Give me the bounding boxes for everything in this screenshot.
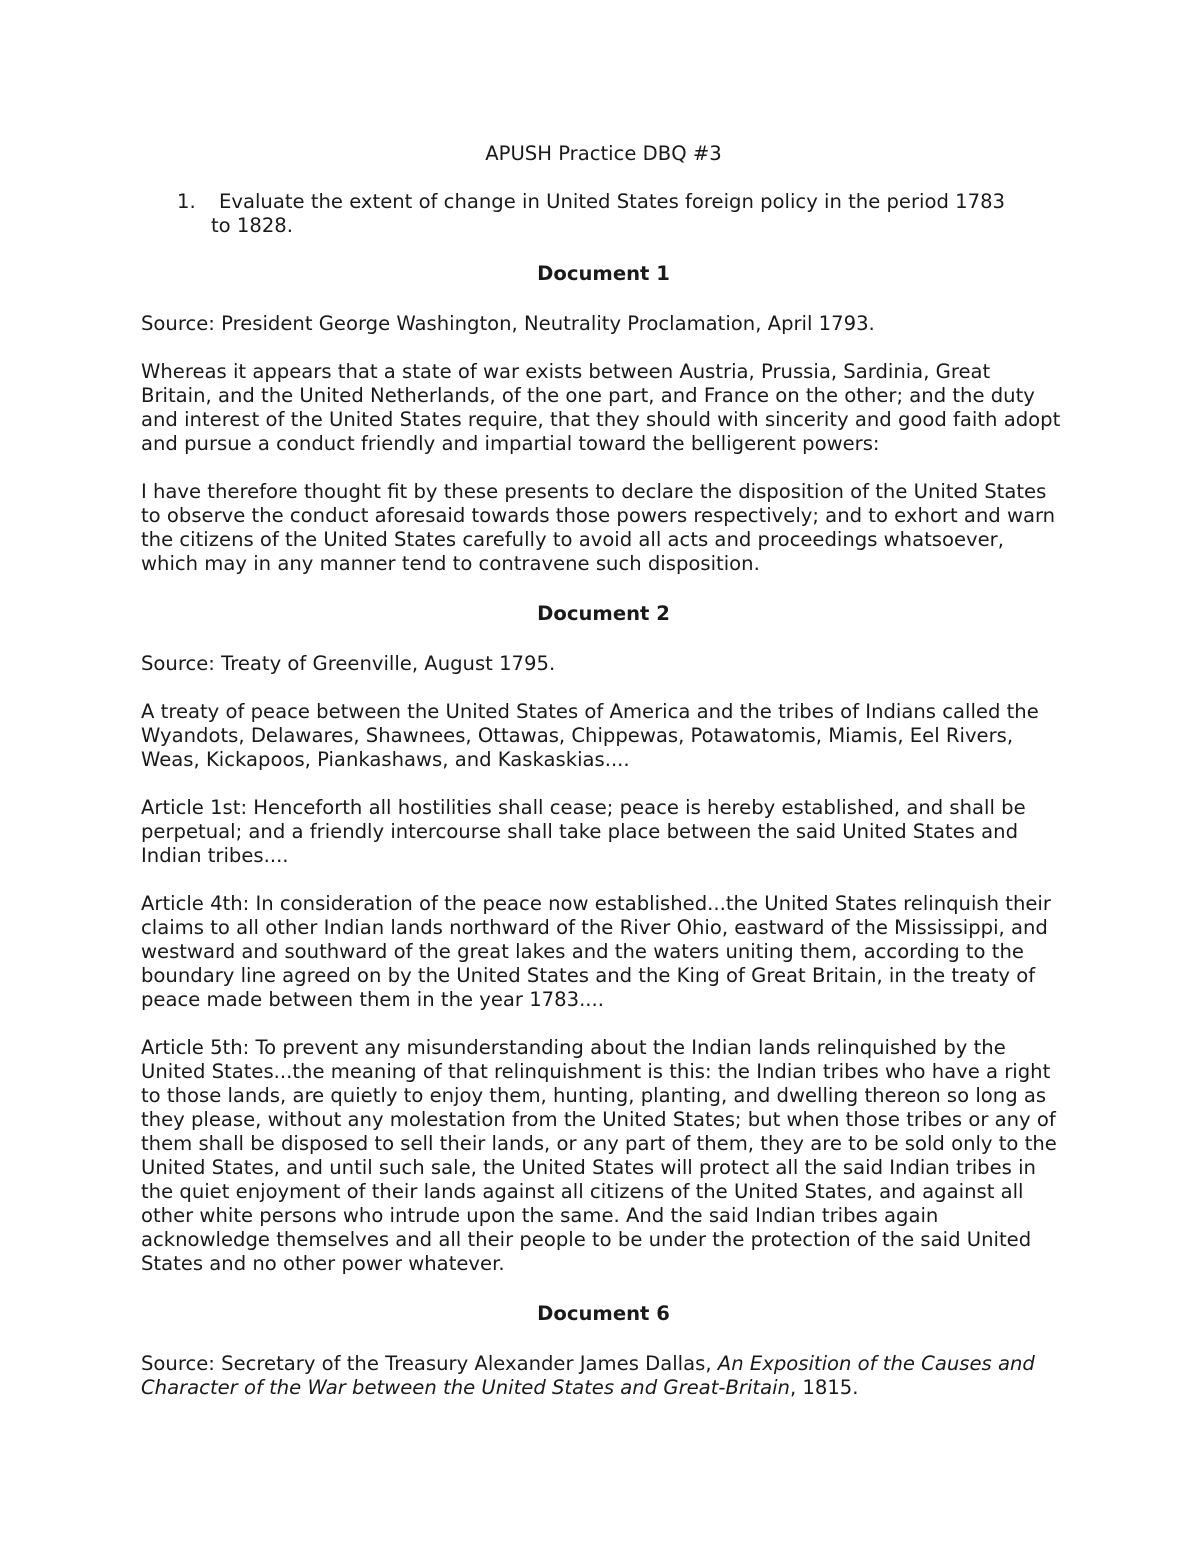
document-1-source: Source: President George Washington, Neutrality Proclamation, April 1793. — [141, 312, 875, 335]
page-title: APUSH Practice DBQ #3 — [485, 142, 722, 165]
document-6-heading: Document 6 — [537, 1302, 670, 1325]
document-6-source-prefix: Source: Secretary of the Treasury Alexander James Dallas, — [141, 1352, 718, 1375]
document-6-source-title: An Exposition of the Causes and Character of the War between the United States and Great-Britain — [141, 1352, 1035, 1399]
question-text — [211, 190, 1066, 214]
question-line-2: to 1828. — [211, 214, 293, 237]
document-page — [141, 140, 1066, 1424]
question-item — [141, 190, 1066, 214]
document-2-paragraph-4: Article 5th: To prevent any misunderstanding about the Indian lands relinquished by the United States...the meaning of that relinquishment is this: the Indian tribes who have a right to those lands, are quietly to enjoy them, hunting, planting, and dwelling thereon so long as they please, without any molestation from the United States; but when those tribes or any of them shall be disposed to sell their lands, or any part of them, they are to be sold only to the United States, and until such sale, the United States will protect all the said Indian tribes in the quiet enjoyment of their lands against all citizens of the United States, and against all other white persons who intrude upon the same. And the said Indian tribes again acknowledge themselves and all their people to be under the protection of the said United States and no other power whatever. — [141, 1036, 1057, 1275]
document-1-paragraph-1: Whereas it appears that a state of war exists between Austria, Prussia, Sardinia, Great Britain, and the United Netherlands, of the one part, and France on the other; and the duty and interest of the United States require, that they should with sincerity and good faith adopt and pursue a conduct friendly and impartial toward the belligerent powers: — [141, 360, 1061, 455]
document-2-paragraph-1: A treaty of peace between the United States of America and the tribes of Indians called the Wyandots, Delawares, Shawnees, Ottawas, Chippewas, Potawatomis, Miamis, Eel Rivers, Weas, Kickapoos, Piankashaws, and Kaskaskias.... — [141, 700, 1039, 771]
document-2-paragraph-3: Article 4th: In consideration of the peace now established...the United States relinquish their claims to all other Indian lands northward of the River Ohio, eastward of the Mississippi, and westward and southward of the great lakes and the waters uniting them, according to the boundary line agreed on by the United States and the King of Great Britain, in the treaty of peace made between them in the year 1783.... — [141, 892, 1051, 1011]
document-2-paragraph-2: Article 1st: Henceforth all hostilities shall cease; peace is hereby established, and shall be perpetual; and a friendly intercourse shall take place between the said United States and Indian tribes.... — [141, 796, 1026, 867]
document-6-source — [141, 1352, 1066, 1400]
document-2-source: Source: Treaty of Greenville, August 1795. — [141, 652, 556, 675]
document-6-source-suffix: , 1815. — [789, 1376, 859, 1399]
question-number: 1. — [177, 190, 196, 213]
document-1-heading: Document 1 — [537, 262, 670, 285]
document-1-paragraph-2: I have therefore thought fit by these presents to declare the disposition of the United States to observe the conduct aforesaid towards those powers respectively; and to exhort and warn the citizens of the United States carefully to avoid all acts and proceedings whatsoever, which may in any manner tend to contravene such disposition. — [141, 480, 1056, 575]
document-2-heading: Document 2 — [537, 602, 670, 625]
question-line-1: Evaluate the extent of change in United States foreign policy in the period 1783 — [219, 190, 1006, 213]
question-line-2-wrap — [211, 214, 1066, 238]
